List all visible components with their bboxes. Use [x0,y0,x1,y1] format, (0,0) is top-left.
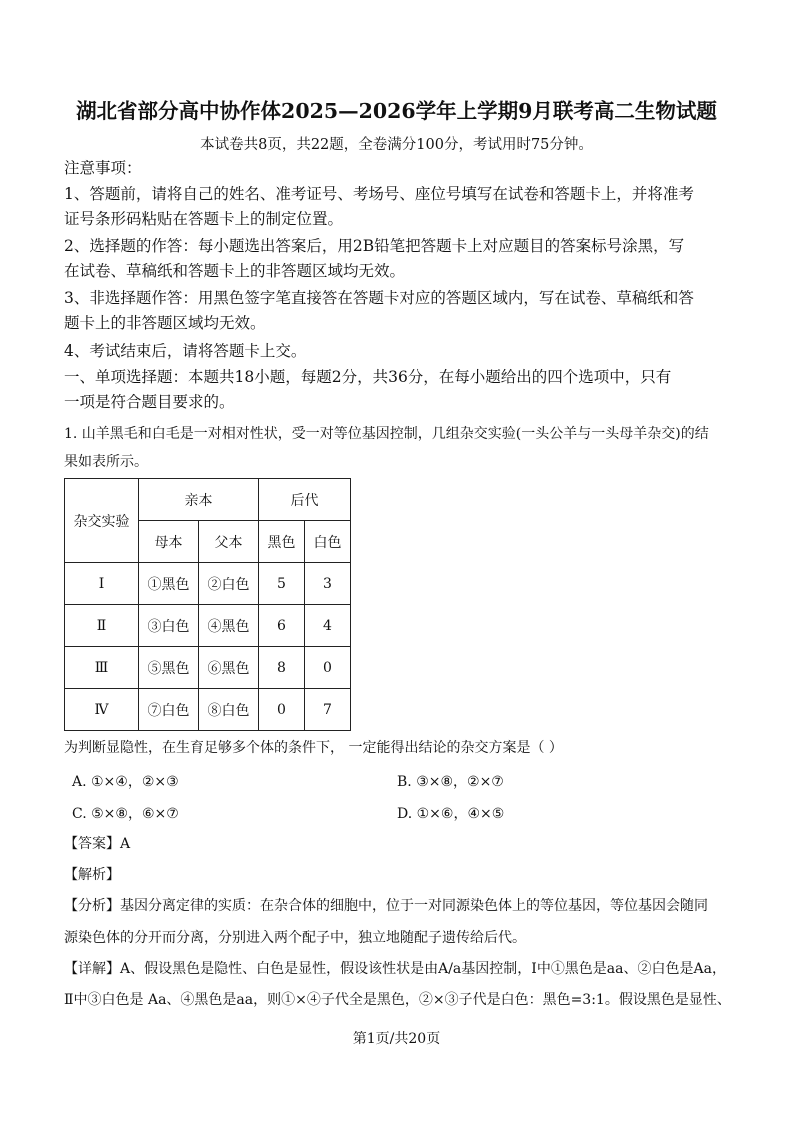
row-label: Ⅳ [65,689,139,731]
table-subheader-mother: 母本 [139,521,199,563]
row-black-count: 6 [259,605,305,647]
table-subheader-father: 父本 [199,521,259,563]
row-father: ④黑色 [199,605,259,647]
table-row [65,563,351,605]
note-line: 证号条形码粘贴在答题卡上的制定位置。 [64,210,344,228]
row-white-count: 7 [305,689,351,731]
row-black-count: 0 [259,689,305,731]
row-white-count: 4 [305,605,351,647]
question1-prompt: 为判断显隐性，在生育足够多个体的条件下， 一定能得出结论的杂交方案是（ ） [64,740,563,756]
note-line: 在试卷、草稿纸和答题卡上的非答题区域均无效。 [64,262,406,280]
row-black-count: 8 [259,647,305,689]
row-white-count: 3 [305,563,351,605]
analysis-heading: 【解析】 [64,867,120,883]
exam-title: 湖北省部分高中协作体2025—2026学年上学期9月联考高二生物试题 [76,99,717,123]
question1-stem: 1. 山羊黑毛和白毛是一对相对性状，受一对等位基因控制，几组杂交实验(一头公羊与一头母羊杂交)的结 [64,426,709,442]
table-header-offspring: 后代 [259,479,351,521]
table-subheader-white: 白色 [305,521,351,563]
detail-line: Ⅱ中③白色是 Aa、④黑色是aa，则①×④子代全是黑色，②×③子代是白色：黑色=3:1。假设黑色是显性、 [64,992,731,1008]
row-mother: ③白色 [139,605,199,647]
cross-experiment-table [64,478,351,731]
table-header-experiment: 杂交实验 [65,479,139,563]
note-line: 1、答题前，请将自己的姓名、准考证号、考场号、座位号填写在试卷和答题卡上，并将准考 [64,185,694,203]
detail-line: 【详解】A、假设黑色是隐性、白色是显性，假设该性状是由A/a基因控制，Ⅰ中①黑色是aa、②白色是Aa， [64,961,726,977]
page-number: 第1页/共20页 [352,1031,441,1047]
row-label: Ⅲ [65,647,139,689]
section-heading-cont: 一项是符合题目要求的。 [64,393,235,411]
row-father: ⑧白色 [199,689,259,731]
row-black-count: 5 [259,563,305,605]
row-label: Ⅱ [65,605,139,647]
table-row [65,605,351,647]
question1-stem-cont: 果如表所示。 [64,454,148,470]
table-subheader-black: 黑色 [259,521,305,563]
row-father: ⑥黑色 [199,647,259,689]
note-line: 题卡上的非答题区域均无效。 [64,314,266,332]
section-heading: 一、单项选择题：本题共18小题，每题2分，共36分，在每小题给出的四个选项中，只有 [64,368,672,386]
note-line: 4、考试结束后，请将答题卡上交。 [64,342,307,360]
row-white-count: 0 [305,647,351,689]
row-mother: ①黑色 [139,563,199,605]
answer-label: 【答案】A [64,836,131,852]
note-line: 3、非选择题作答：用黑色签字笔直接答在答题卡对应的答题区域内，写在试卷、草稿纸和答 [64,289,694,307]
table-row [65,647,351,689]
row-mother: ⑤黑色 [139,647,199,689]
exam-subtitle: 本试卷共8页，共22题，全卷满分100分，考试用时75分钟。 [200,137,593,153]
note-line: 2、选择题的作答：每小题选出答案后，用2B铅笔把答题卡上对应题目的答案标号涂黑，写 [64,237,685,255]
option-a[interactable]: A. ①×④，②×③ [72,774,179,790]
row-mother: ⑦白色 [139,689,199,731]
table-row [65,689,351,731]
option-c[interactable]: C. ⑤×⑧，⑥×⑦ [72,806,179,822]
option-d[interactable]: D. ①×⑥，④×⑤ [397,806,505,822]
row-father: ②白色 [199,563,259,605]
option-b[interactable]: B. ③×⑧，②×⑦ [397,774,504,790]
row-label: Ⅰ [65,563,139,605]
notes-heading: 注意事项： [64,159,142,177]
table-header-parents: 亲本 [139,479,259,521]
analysis-line: 源染色体的分开而分离，分别进入两个配子中，独立地随配子遗传给后代。 [64,930,526,946]
analysis-line: 【分析】基因分离定律的实质：在杂合体的细胞中，位于一对同源染色体上的等位基因，等位基因会随同 [64,898,708,914]
